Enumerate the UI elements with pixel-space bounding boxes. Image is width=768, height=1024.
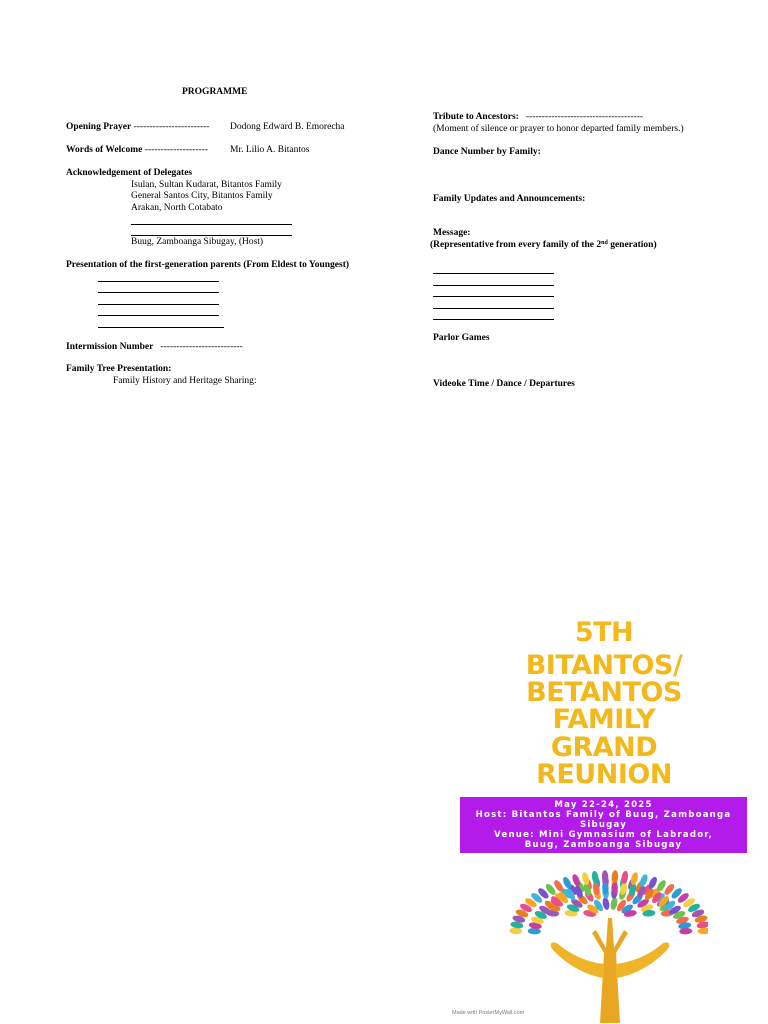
blank-line	[433, 285, 554, 286]
message-note-text: (Representative from every family of the 2	[430, 240, 602, 250]
event-host-cont: Sibugay	[579, 820, 628, 830]
programme-title: PROGRAMME	[182, 87, 248, 97]
blank-line	[98, 327, 224, 328]
message-label: Message:	[433, 228, 471, 238]
family-tree-label: Family Tree Presentation:	[66, 364, 172, 374]
poster-title-line: FAMILY	[552, 704, 656, 735]
intermission-dashes: --------------------------	[160, 342, 243, 352]
intermission-row	[66, 342, 243, 354]
poster-title-line: 5TH	[574, 617, 634, 648]
dance-label: Dance Number by Family:	[433, 147, 541, 157]
event-date: May 22-24, 2025	[554, 800, 653, 810]
blank-line	[98, 304, 219, 305]
message-note	[430, 240, 657, 252]
blank-line	[433, 273, 554, 274]
acknowledgement-label: Acknowledgement of Delegates	[66, 168, 193, 178]
event-venue-cont: Buug, Zamboanga Sibugay	[524, 840, 683, 850]
blank-line	[131, 235, 292, 236]
words-of-welcome-label: Words of Welcome	[66, 145, 143, 155]
tribute-note: (Moment of silence or prayer to honor departed family members.)	[433, 124, 684, 134]
blank-line	[433, 319, 554, 320]
blank-line	[98, 315, 219, 316]
opening-prayer-label: Opening Prayer	[66, 122, 132, 132]
message-note-sup: nd	[601, 240, 608, 246]
opening-prayer-name: Dodong Edward B. Emorecha	[230, 122, 345, 132]
delegate-host: Buug, Zamboanga Sibugay, (Host)	[131, 237, 264, 247]
poster-watermark: Made with PosterMyWall.com	[452, 1010, 525, 1016]
parlor-games-label: Parlor Games	[433, 333, 490, 343]
presentation-label: Presentation of the first-generation parents (From Eldest to Youngest)	[66, 260, 350, 270]
words-of-welcome-dashes: --------------------	[144, 145, 208, 155]
message-note-tail: generation)	[607, 240, 657, 250]
poster-title-line: BETANTOS	[526, 677, 682, 708]
blank-line	[131, 224, 292, 225]
event-host: Host: Bitantos Family of Buug, Zamboanga	[475, 810, 732, 820]
videoke-label: Videoke Time / Dance / Departures	[433, 379, 575, 389]
blank-line	[98, 292, 219, 293]
leaf-shape	[698, 927, 708, 934]
tree-hands-illustration	[508, 858, 708, 1023]
blank-line	[433, 296, 554, 297]
poster-title-line: BITANTOS/	[525, 650, 683, 681]
delegate-item: Arakan, North Cotabato	[131, 203, 223, 213]
delegate-item: General Santos City, Bitantos Family	[131, 191, 273, 201]
poster-title-line: REUNION	[536, 759, 672, 790]
opening-prayer-row	[66, 122, 210, 134]
event-info-banner	[460, 797, 747, 853]
opening-prayer-dashes: ------------------------	[133, 122, 210, 132]
intermission-label: Intermission Number	[66, 342, 154, 352]
words-of-welcome-name: Mr. Lilio A. Bitantos	[230, 145, 310, 155]
blank-line	[433, 308, 554, 309]
event-venue: Venue: Mini Gymnasium of Labrador,	[494, 830, 713, 840]
delegate-item: Isulan, Sultan Kudarat, Bitantos Family	[131, 180, 282, 190]
words-of-welcome-row	[66, 145, 208, 157]
tribute-dashes: -------------------------------------	[525, 112, 644, 122]
updates-label: Family Updates and Announcements:	[433, 194, 586, 204]
tribute-label: Tribute to Ancestors:	[433, 112, 519, 122]
tribute-row	[433, 112, 643, 124]
blank-line	[98, 281, 219, 282]
reunion-poster	[448, 612, 760, 1024]
family-history-label: Family History and Heritage Sharing:	[113, 376, 257, 386]
leaf-shape	[509, 927, 522, 934]
poster-title-line: GRAND	[550, 732, 658, 763]
